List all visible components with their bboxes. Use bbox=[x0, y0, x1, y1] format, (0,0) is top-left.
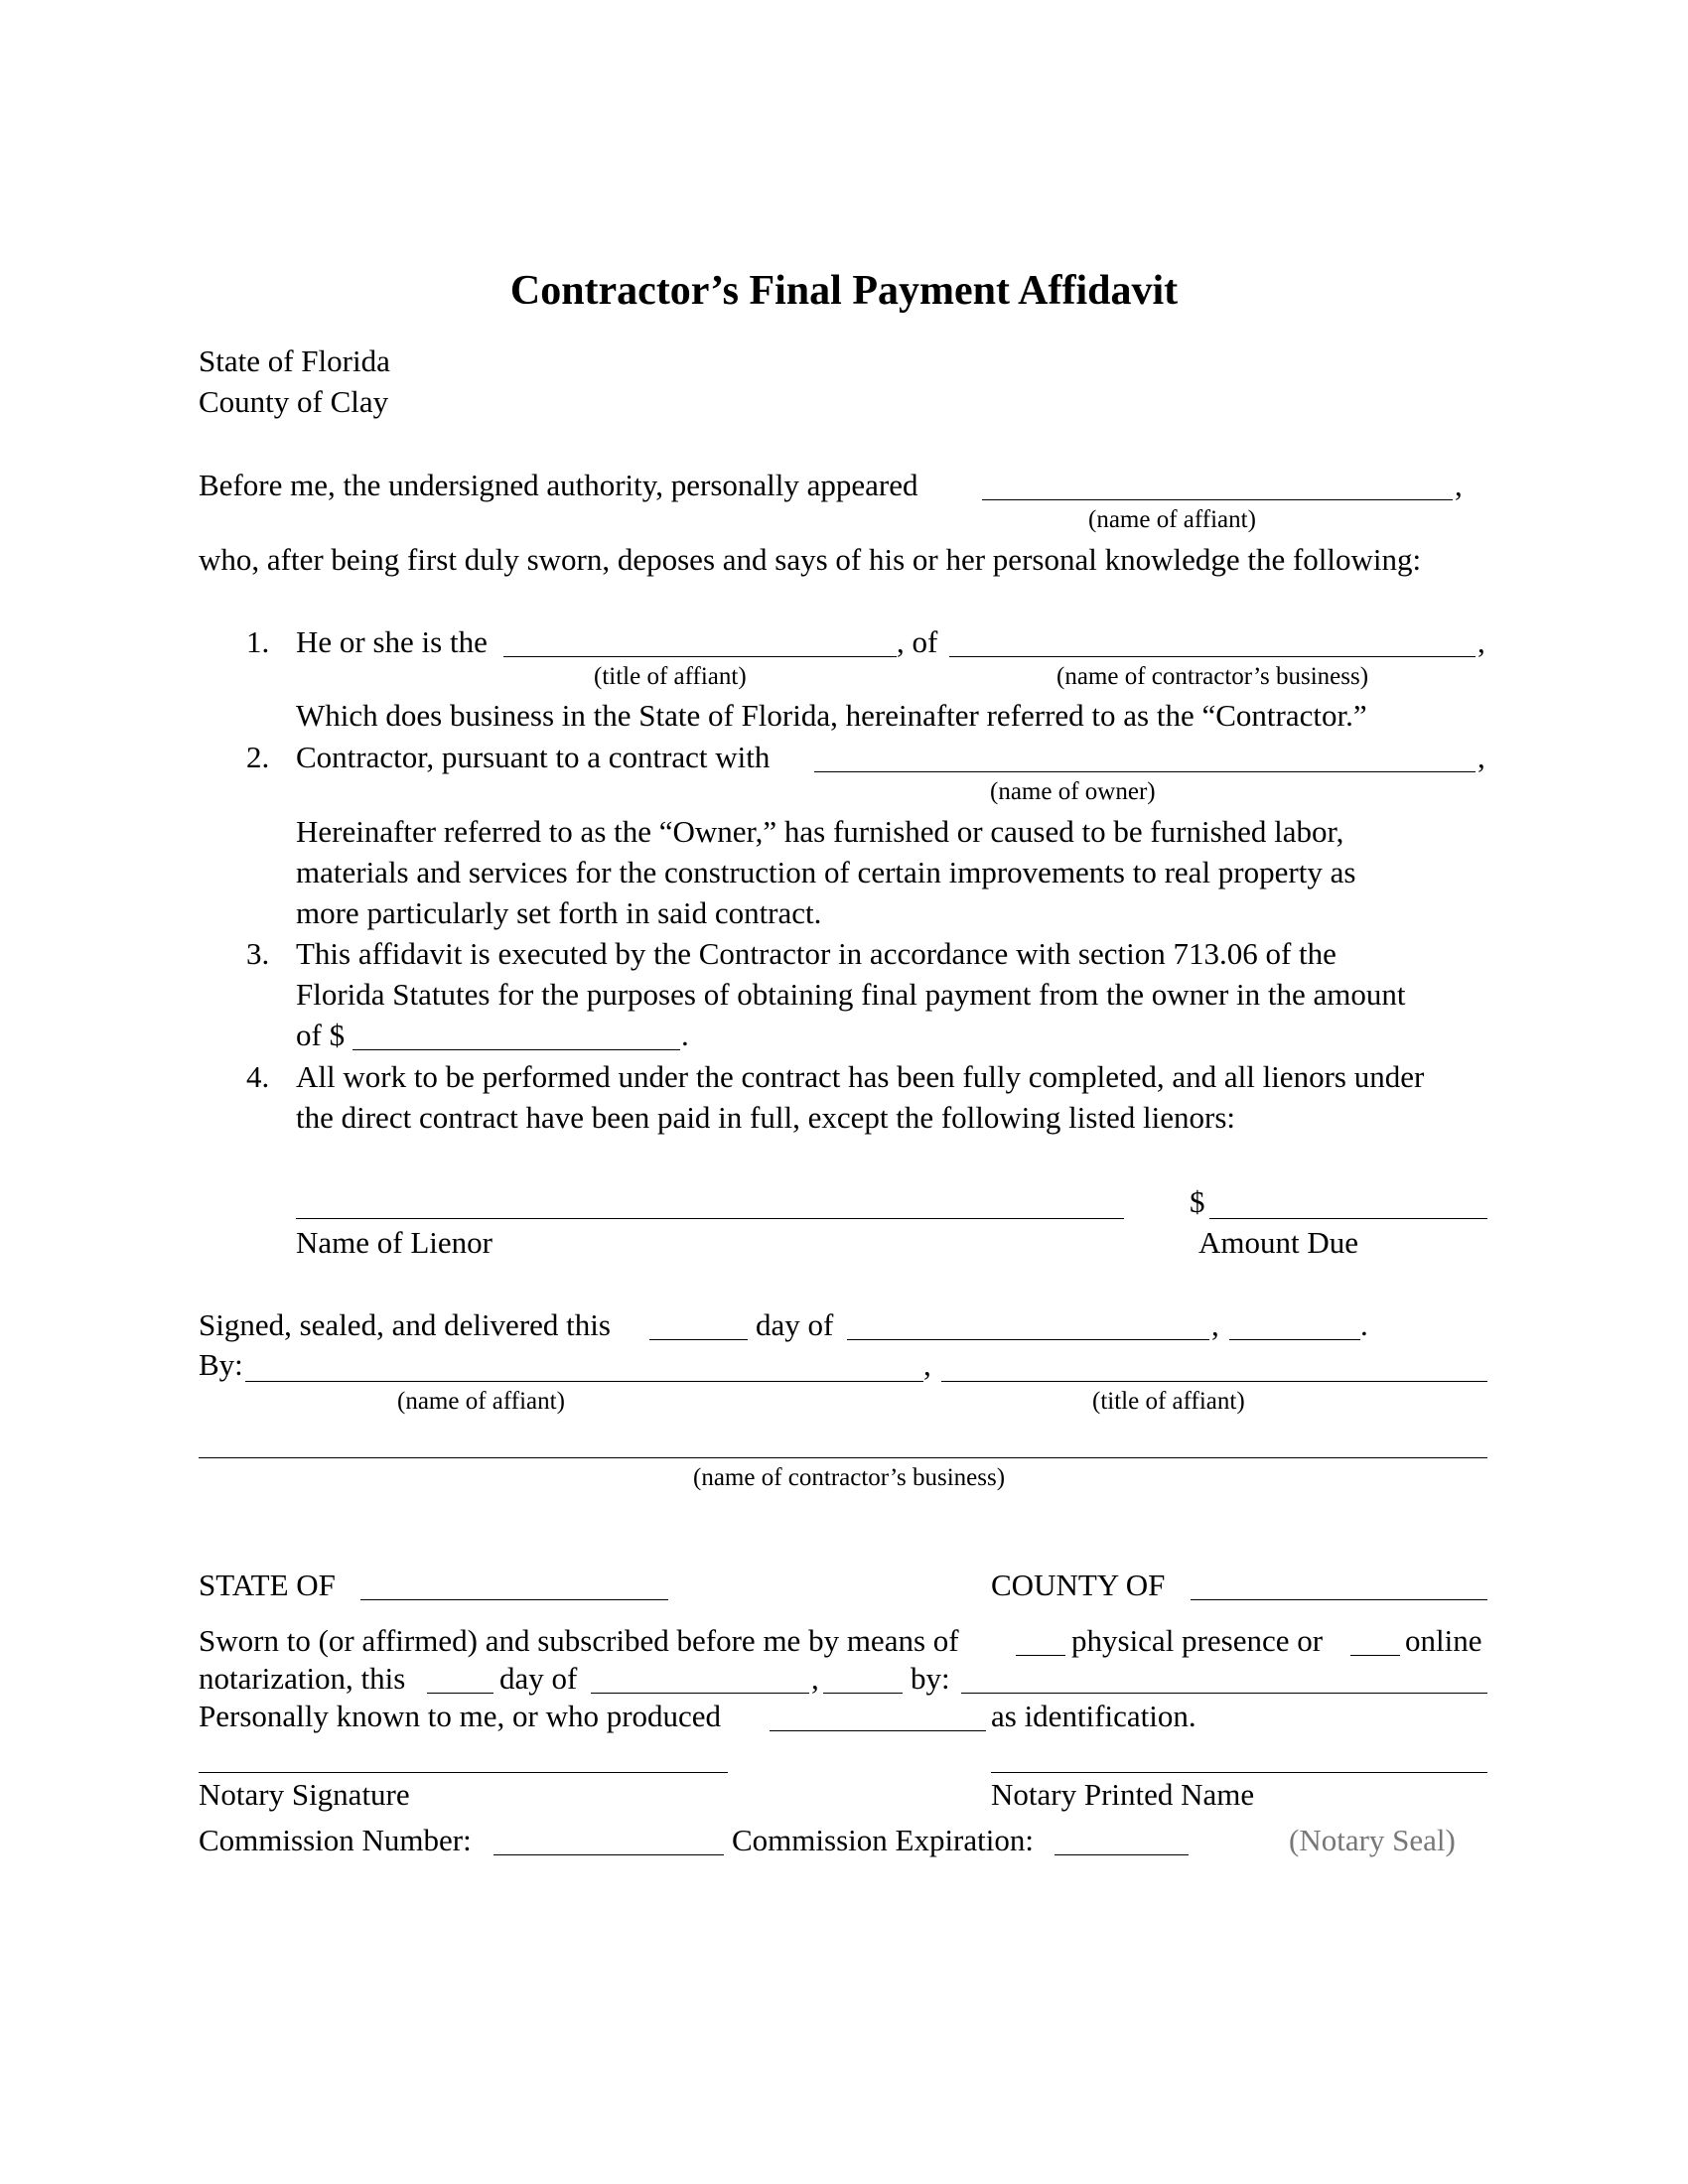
affiant-name-caption: (name of affiant) bbox=[1088, 506, 1256, 533]
online-notarization-field[interactable] bbox=[1350, 1655, 1400, 1656]
owner-name-caption: (name of owner) bbox=[990, 778, 1156, 805]
online-text: online bbox=[1405, 1623, 1482, 1658]
notary-state-field[interactable] bbox=[360, 1599, 668, 1600]
item-3-line-2: Florida Statutes for the purposes of obtaining final payment from the owner in the amount bbox=[296, 977, 1406, 1012]
notary-printed-name-field[interactable] bbox=[991, 1772, 1487, 1773]
notarization-this-text: notarization, this bbox=[199, 1661, 406, 1696]
notary-day-of: day of bbox=[499, 1661, 578, 1696]
signed-text: Signed, sealed, and delivered this bbox=[199, 1307, 611, 1342]
by-affiant-name-caption: (name of affiant) bbox=[397, 1388, 565, 1415]
item-3-line-1: This affidavit is executed by the Contractor in accordance with section 713.06 of the bbox=[296, 936, 1336, 971]
comma: , bbox=[811, 1661, 819, 1696]
signed-month-field[interactable] bbox=[847, 1339, 1209, 1340]
item-4-line-1: All work to be performed under the contract has been fully completed, and all lienors under bbox=[296, 1059, 1425, 1094]
lienor-name-field[interactable] bbox=[296, 1218, 1124, 1219]
commission-expiration-label: Commission Expiration: bbox=[732, 1823, 1034, 1857]
sworn-text: Sworn to (or affirmed) and subscribed before me by means of bbox=[199, 1623, 959, 1658]
item-1-of: , of bbox=[897, 624, 938, 659]
notary-month-field[interactable] bbox=[591, 1693, 809, 1694]
item-2-line-4: more particularly set forth in said contract. bbox=[296, 895, 822, 930]
notary-county-field[interactable] bbox=[1191, 1599, 1487, 1600]
final-payment-amount-field[interactable] bbox=[352, 1049, 680, 1050]
notary-county-label: COUNTY OF bbox=[991, 1568, 1166, 1602]
item-2-line-3: materials and services for the construction of certain improvements to real property as bbox=[296, 855, 1356, 889]
comma: , bbox=[923, 1347, 931, 1382]
notary-printed-name-label: Notary Printed Name bbox=[991, 1777, 1255, 1812]
contractor-business-signature-field[interactable] bbox=[199, 1457, 1487, 1458]
comma: , bbox=[1211, 1307, 1219, 1342]
owner-name-field[interactable] bbox=[814, 771, 1476, 772]
lienor-name-label: Name of Lienor bbox=[296, 1225, 492, 1260]
comma: , bbox=[1455, 468, 1463, 502]
dollar-sign: $ bbox=[1190, 1184, 1205, 1219]
item-3-of-amount: of $ bbox=[296, 1018, 346, 1052]
affiant-name-field[interactable] bbox=[982, 499, 1453, 500]
by-label: By: bbox=[199, 1347, 243, 1382]
signed-year-field[interactable] bbox=[1229, 1339, 1360, 1340]
item-number-4: 4. bbox=[246, 1059, 270, 1094]
comma: , bbox=[1477, 740, 1485, 774]
commission-expiration-field[interactable] bbox=[1055, 1854, 1189, 1855]
item-1-line-2: Which does business in the State of Florida, hereinafter referred to as the “Contractor.” bbox=[296, 698, 1367, 733]
by-affiant-title-field[interactable] bbox=[941, 1381, 1487, 1382]
notary-day-field[interactable] bbox=[427, 1693, 493, 1694]
notary-seal-placeholder: (Notary Seal) bbox=[1289, 1823, 1456, 1857]
as-identification-text: as identification. bbox=[991, 1699, 1196, 1733]
document-title: Contractor’s Final Payment Affidavit bbox=[509, 268, 1179, 314]
amount-due-label: Amount Due bbox=[1198, 1225, 1359, 1260]
contractor-business-caption: (name of contractor’s business) bbox=[1056, 663, 1369, 690]
item-number-2: 2. bbox=[246, 740, 270, 774]
identification-produced-field[interactable] bbox=[770, 1730, 986, 1731]
notary-by-name-field[interactable] bbox=[961, 1693, 1487, 1694]
commission-number-field[interactable] bbox=[493, 1854, 724, 1855]
item-2-line-2: Hereinafter referred to as the “Owner,” has furnished or caused to be furnished labor, bbox=[296, 814, 1344, 849]
period: . bbox=[1360, 1307, 1368, 1342]
period: . bbox=[681, 1018, 689, 1052]
item-2-text: Contractor, pursuant to a contract with bbox=[296, 740, 771, 774]
amount-due-field[interactable] bbox=[1209, 1218, 1487, 1219]
county-heading: County of Clay bbox=[199, 384, 389, 419]
affiant-title-caption: (title of affiant) bbox=[594, 663, 747, 690]
notary-signature-label: Notary Signature bbox=[199, 1777, 410, 1812]
comma: , bbox=[1477, 624, 1485, 659]
notary-by-label: by: bbox=[911, 1661, 950, 1696]
contractor-business-caption: (name of contractor’s business) bbox=[693, 1464, 1006, 1491]
physical-presence-text: physical presence or bbox=[1071, 1623, 1324, 1658]
by-affiant-title-caption: (title of affiant) bbox=[1092, 1388, 1245, 1415]
affiant-title-field[interactable] bbox=[503, 656, 897, 657]
commission-number-label: Commission Number: bbox=[199, 1823, 472, 1857]
item-4-line-2: the direct contract have been paid in full, except the following listed lienors: bbox=[296, 1100, 1236, 1135]
personally-known-text: Personally known to me, or who produced bbox=[199, 1699, 722, 1733]
intro-line-1: Before me, the undersigned authority, personally appeared bbox=[199, 468, 918, 502]
notary-state-label: STATE OF bbox=[199, 1568, 336, 1602]
state-heading: State of Florida bbox=[199, 343, 390, 378]
notary-signature-field[interactable] bbox=[199, 1772, 728, 1773]
item-number-1: 1. bbox=[246, 624, 270, 659]
signed-day-field[interactable] bbox=[649, 1339, 748, 1340]
intro-line-2: who, after being first duly sworn, deposes and says of his or her personal knowledge the following: bbox=[199, 542, 1422, 577]
item-number-3: 3. bbox=[246, 936, 270, 971]
by-affiant-name-field[interactable] bbox=[245, 1381, 923, 1382]
notary-year-field[interactable] bbox=[823, 1693, 903, 1694]
physical-presence-field[interactable] bbox=[1016, 1655, 1065, 1656]
contractor-business-field[interactable] bbox=[949, 656, 1476, 657]
signed-day-of: day of bbox=[756, 1307, 834, 1342]
item-1-text: He or she is the bbox=[296, 624, 488, 659]
